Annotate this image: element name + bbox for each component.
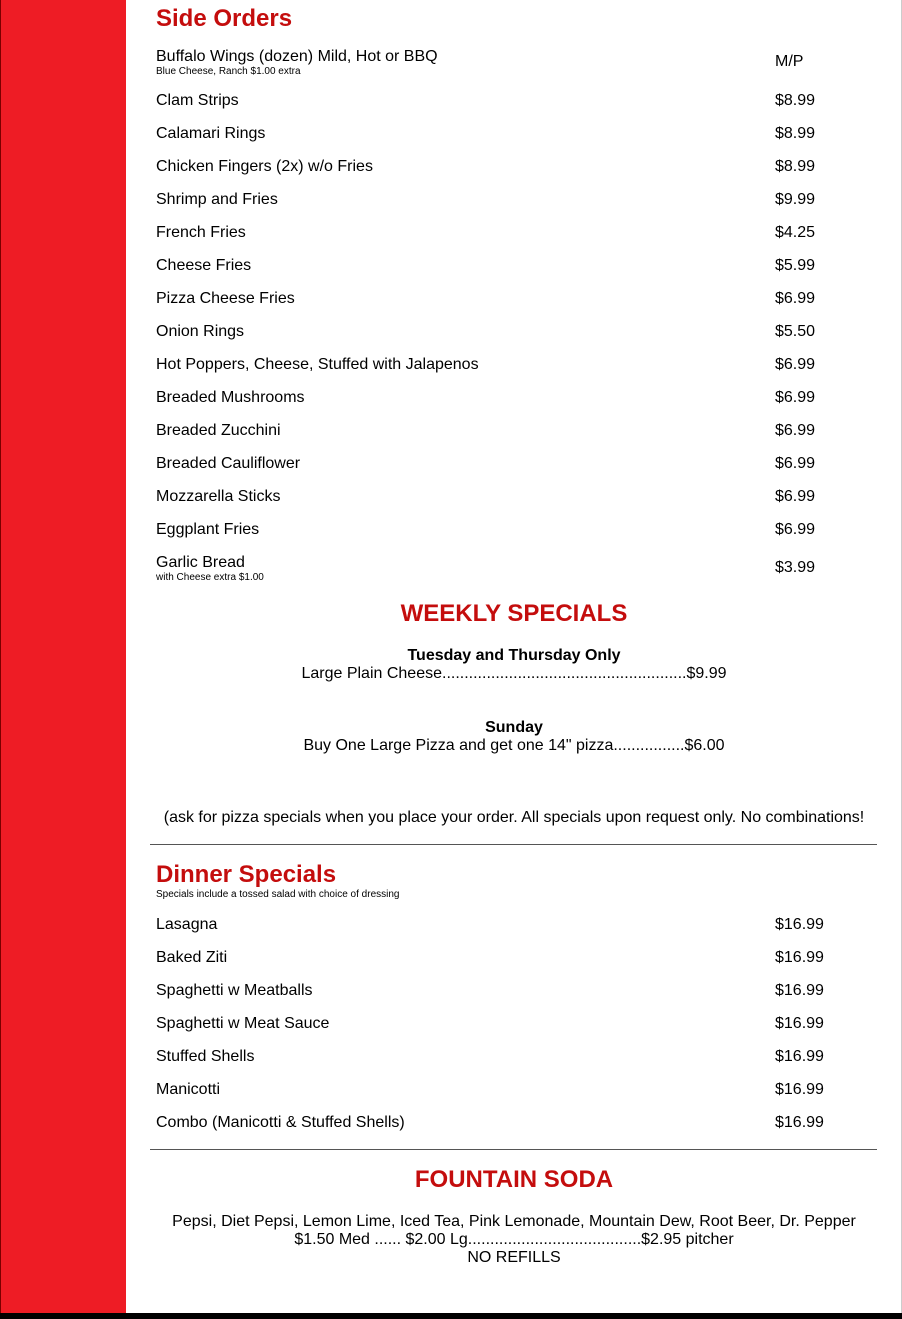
- item-price: $6.99: [775, 389, 816, 406]
- dinner-specials-subtitle: Specials include a tossed salad with choice of dressing: [156, 889, 400, 900]
- item-name: Manicotti: [156, 1081, 221, 1098]
- item-price: $16.99: [775, 1015, 824, 1032]
- red-sidebar: [0, 0, 126, 1313]
- item-price: $9.99: [775, 191, 816, 208]
- item-price: $8.99: [775, 158, 816, 175]
- item-name: Stuffed Shells: [156, 1048, 255, 1065]
- item-name: Cheese Fries: [156, 257, 252, 274]
- item-price: $3.99: [775, 559, 816, 576]
- item-price: $4.25: [775, 224, 816, 241]
- item-price: $6.99: [775, 290, 816, 307]
- item-name: Mozzarella Sticks: [156, 488, 281, 505]
- item-name: Calamari Rings: [156, 125, 266, 142]
- item-name: Hot Poppers, Cheese, Stuffed with Jalapenos: [156, 356, 479, 373]
- item-price: $6.99: [775, 521, 816, 538]
- item-name: Spaghetti w Meat Sauce: [156, 1015, 330, 1032]
- item-name: Pizza Cheese Fries: [156, 290, 295, 307]
- item-name: Breaded Cauliflower: [156, 455, 301, 472]
- sunday-heading: Sunday: [485, 719, 543, 736]
- item-price: $16.99: [775, 1048, 824, 1065]
- fountain-soda-title: FOUNTAIN SODA: [414, 1166, 614, 1193]
- item-name: Onion Rings: [156, 323, 245, 340]
- soda-refills: NO REFILLS: [467, 1249, 561, 1266]
- item-note: Blue Cheese, Ranch $1.00 extra: [156, 66, 301, 77]
- sunday-special: Buy One Large Pizza and get one 14" pizza................$6.00: [303, 737, 725, 754]
- item-name: Buffalo Wings (dozen) Mild, Hot or BBQ: [156, 48, 438, 65]
- item-price: M/P: [775, 53, 804, 70]
- tuesday-special: Large Plain Cheese.......................................................$9.99: [301, 665, 727, 682]
- item-price: $16.99: [775, 982, 824, 999]
- item-name: Eggplant Fries: [156, 521, 260, 538]
- item-note: with Cheese extra $1.00: [156, 572, 264, 583]
- item-name: Garlic Bread: [156, 554, 245, 571]
- side-orders-title: Side Orders: [156, 5, 293, 32]
- tuesday-heading: Tuesday and Thursday Only: [407, 647, 621, 664]
- divider: [150, 1149, 877, 1150]
- item-price: $6.99: [775, 455, 816, 472]
- item-name: Lasagna: [156, 916, 218, 933]
- soda-flavors: Pepsi, Diet Pepsi, Lemon Lime, Iced Tea, Pink Lemonade, Mountain Dew, Root Beer, Dr. Pepper: [172, 1213, 856, 1230]
- item-price: $8.99: [775, 125, 816, 142]
- item-name: French Fries: [156, 224, 246, 241]
- dinner-specials-title: Dinner Specials: [156, 861, 337, 888]
- item-name: Breaded Zucchini: [156, 422, 281, 439]
- item-price: $6.99: [775, 422, 816, 439]
- item-name: Baked Ziti: [156, 949, 228, 966]
- item-name: Chicken Fingers (2x) w/o Fries: [156, 158, 373, 175]
- item-price: $5.50: [775, 323, 816, 340]
- item-price: $16.99: [775, 916, 824, 933]
- item-price: $5.99: [775, 257, 816, 274]
- specials-note: (ask for pizza specials when you place your order. All specials upon request only. No combinations!: [163, 809, 865, 826]
- item-price: $8.99: [775, 92, 816, 109]
- item-price: $16.99: [775, 1114, 824, 1131]
- item-price: $6.99: [775, 488, 816, 505]
- item-name: Shrimp and Fries: [156, 191, 278, 208]
- item-name: Breaded Mushrooms: [156, 389, 305, 406]
- item-name: Clam Strips: [156, 92, 239, 109]
- item-price: $16.99: [775, 949, 824, 966]
- divider: [150, 844, 877, 845]
- item-name: Spaghetti w Meatballs: [156, 982, 313, 999]
- item-price: $6.99: [775, 356, 816, 373]
- item-name: Combo (Manicotti & Stuffed Shells): [156, 1114, 405, 1131]
- menu-content: [126, 0, 902, 1313]
- soda-sizes: $1.50 Med ...... $2.00 Lg.......................................$2.95 pitcher: [294, 1231, 734, 1248]
- weekly-specials-title: WEEKLY SPECIALS: [400, 600, 628, 627]
- item-price: $16.99: [775, 1081, 824, 1098]
